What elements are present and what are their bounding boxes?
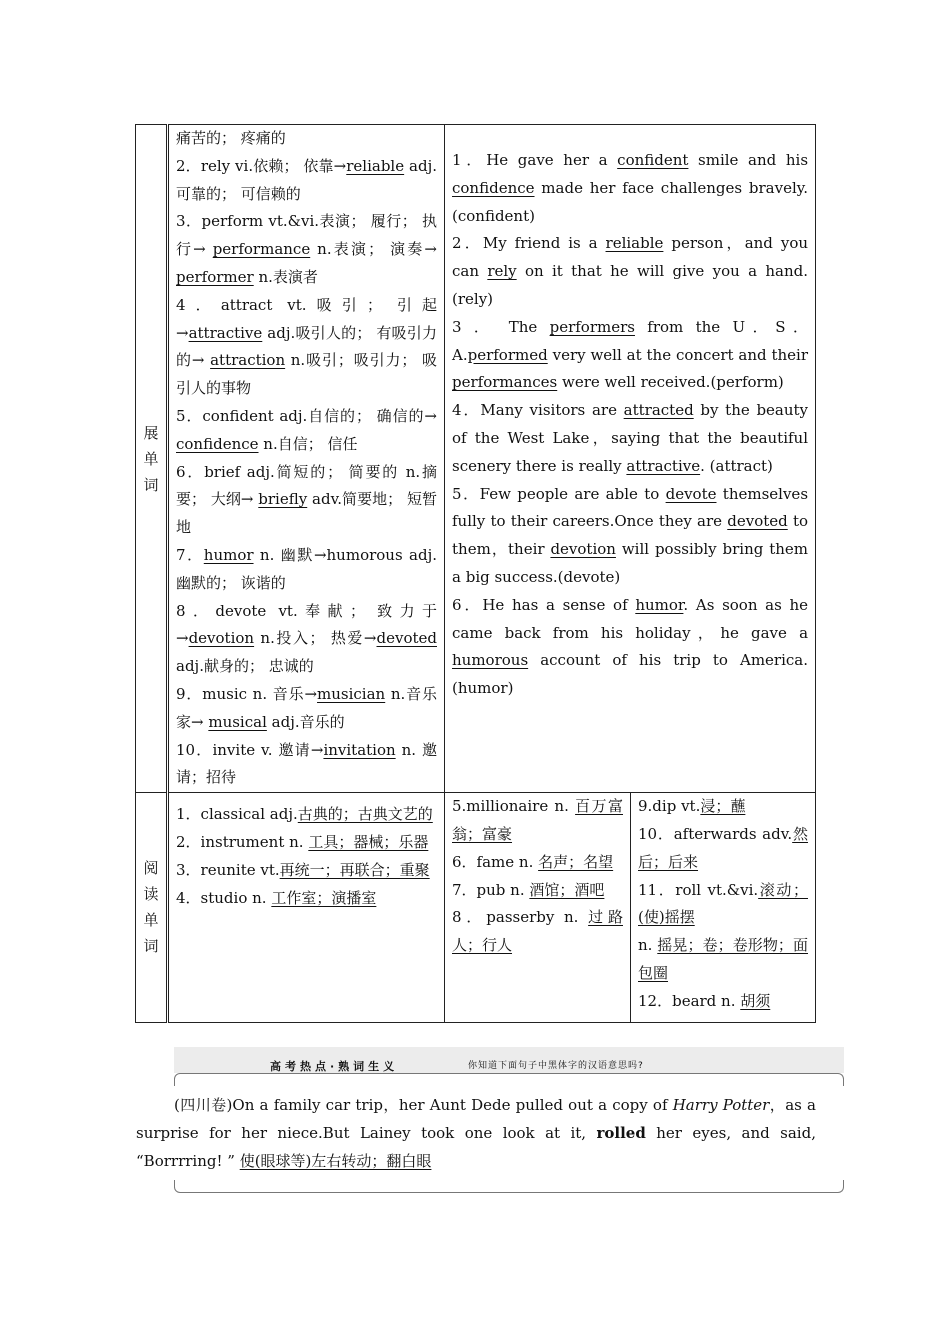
example-book-title: Harry Potter [672, 1096, 770, 1114]
answer-blank: 工作室；演播室 [271, 888, 377, 907]
entry-text: n. [638, 936, 658, 955]
answer-blank: 过路人；行人 [452, 908, 623, 955]
expand-right-cell [445, 125, 816, 793]
reading-word-list-1 [169, 793, 444, 918]
sentence-text: made her face challenges bravely.(confident) [452, 178, 809, 225]
entry-text: 10．invite v. 邀请→ [176, 740, 324, 759]
example-sentence [452, 147, 808, 230]
expand-word-entry [176, 153, 437, 209]
entry-text: 痛苦的； 疼痛的 [176, 129, 286, 147]
reading-word-entry [638, 793, 808, 821]
entry-text: 9．music n. 音乐→ [176, 684, 318, 703]
expand-word-entry [176, 403, 437, 459]
answer-blank: 工具；器械；乐器 [308, 832, 429, 851]
answer-blank: attractive [626, 456, 701, 475]
reading-side-label-cell [136, 793, 168, 1022]
reading-word-entry [176, 857, 437, 885]
entry-text: 5.millionaire n. [452, 797, 576, 816]
entry-text: 10．afterwards adv. [638, 824, 793, 843]
sentence-text: 3 ． The [452, 317, 550, 336]
entry-text: 7．pub n. [452, 880, 530, 899]
answer-blank: 酒馆；酒吧 [529, 880, 605, 899]
answer-blank: confidence [452, 178, 535, 197]
entry-text: n. 幽默→humorous adj.幽默的； 诙谐的 [176, 545, 438, 592]
entry-text: adj.吸引人的； 有吸引力的→ [176, 323, 437, 370]
expand-word-entry [176, 737, 437, 793]
reading-col1-cell [168, 793, 445, 1022]
entry-text: n.音乐家→ [176, 684, 437, 731]
answer-blank: 胡须 [740, 991, 771, 1010]
sentence-text: were well received.(perform) [557, 373, 784, 392]
answer-blank: invitation [323, 740, 396, 759]
answer-blank: devoted [727, 512, 788, 531]
sentence-text: themselves fully to their careers.Once they are [452, 484, 809, 531]
answer-blank: musician [317, 684, 386, 703]
sentence-text: by the beauty of the West Lake，saying that the beautiful scenery there is really [452, 401, 809, 475]
entry-text: n. 邀请；招待 [176, 740, 438, 787]
expand-sentence-list [445, 125, 815, 703]
sentence-text: 6．He has a sense of [452, 595, 636, 614]
reading-word-entry [452, 904, 623, 960]
answer-blank: devoted [376, 629, 437, 648]
answer-blank: devote [665, 484, 717, 503]
example-paragraph [136, 1091, 816, 1175]
reading-word-entry [638, 821, 808, 877]
answer-blank: humorous [452, 651, 529, 670]
reading-word-entry [452, 793, 623, 849]
example-source: (四川卷) [174, 1096, 233, 1114]
section-banner [174, 1047, 844, 1087]
expand-word-entry [176, 542, 437, 598]
answer-blank: 滚动；(使)摇摆 [638, 880, 808, 927]
expand-word-list [169, 125, 444, 792]
entry-text: 8．passerby n. [452, 908, 589, 927]
answer-blank: reliable [346, 156, 405, 175]
reading-row [136, 793, 816, 1022]
answer-blank: 名声；名望 [538, 852, 614, 871]
banner-frame-bottom [174, 1180, 844, 1193]
expand-word-entry [176, 681, 437, 737]
answer-blank: performers [549, 317, 635, 336]
answer-blank: 然后；后来 [638, 824, 809, 871]
entry-text: 11．roll vt.&vi. [638, 880, 759, 899]
answer-blank: briefly [258, 490, 308, 509]
expand-left-cell [168, 125, 445, 793]
answer-blank: devotion [550, 540, 616, 559]
reading-word-entry [638, 988, 808, 1016]
entry-text: 2．instrument n. [176, 832, 309, 851]
reading-word-entry [638, 877, 808, 933]
example-text-1: On a family car trip，her Aunt Dede pulled out a copy of [232, 1096, 673, 1114]
reading-word-entry [452, 849, 623, 877]
sentence-text: . (attract) [700, 456, 773, 475]
example-sentence [452, 314, 808, 397]
entry-text: n.自信； 信任 [258, 434, 358, 453]
entry-text: n.表演者 [253, 267, 318, 286]
sentence-text: very well at the concert and their [547, 345, 809, 364]
expand-row [136, 125, 816, 793]
entry-text: 4．attract vt.吸引； 引起→ [176, 295, 437, 342]
entry-text: 6．fame n. [452, 852, 539, 871]
sentence-text: 4．Many visitors are [452, 401, 624, 420]
answer-blank: reliable [605, 234, 664, 253]
entry-text: adv.简要地； 短暂地 [176, 490, 437, 537]
expand-word-entry [176, 598, 437, 681]
answer-blank: performer [176, 267, 254, 286]
answer-blank: attractive [188, 323, 263, 342]
sentence-text: 1．He gave her a [452, 151, 618, 169]
answer-blank: 古典的；古典文艺的 [297, 805, 433, 824]
answer-blank: attraction [210, 351, 286, 370]
example-sentence [452, 481, 808, 592]
entry-text: n.投入； 热爱→ [254, 629, 377, 648]
reading-side-label: 阅读单词 [143, 859, 159, 956]
expand-word-entry [176, 208, 437, 291]
expand-side-label: 展单词 [143, 423, 159, 494]
answer-blank: 摇晃；卷；卷形物；面包圈 [638, 936, 808, 982]
entry-text: 12．beard n. [638, 991, 741, 1010]
example-sentence [452, 397, 808, 480]
sentence-text: on it that he will give you a hand.(rely) [452, 262, 808, 308]
expand-word-entry [176, 292, 437, 403]
answer-blank: rely [487, 262, 517, 281]
example-text-2: ，as a surprise for her niece.But Lainey took one look at it, [136, 1096, 816, 1142]
sentence-text: account of his trip to America.(humor) [452, 651, 809, 698]
banner-frame-top [174, 1073, 844, 1086]
banner-title: 高考热点·熟词生义 [270, 1060, 399, 1073]
answer-blank: confidence [176, 434, 259, 453]
entry-text: 2．rely vi.依赖； 依靠→ [176, 156, 347, 175]
answer-blank: devotion [188, 629, 255, 648]
example-sentence [452, 592, 808, 703]
expand-word-entry [176, 125, 437, 153]
answer-blank: performances [452, 373, 558, 392]
answer-blank: attracted [623, 401, 694, 420]
entry-text: 9.dip vt. [638, 797, 701, 816]
answer-blank: musical [208, 712, 267, 731]
entry-text: adj.可靠的； 可信赖的 [176, 156, 437, 203]
entry-text: adj.献身的； 忠诚的 [176, 657, 314, 676]
reading-col2-cell [445, 793, 631, 1022]
entry-text: n.表演； 演奏→ [310, 240, 437, 259]
expand-word-entry [176, 459, 437, 542]
vocab-table [135, 124, 816, 1023]
example-text-3: her eyes, and said, “Borrrring! ” [136, 1124, 816, 1170]
reading-word-entry [176, 885, 437, 913]
sentence-text: . As soon as he came back from his holiday，he gave a [452, 595, 809, 642]
expand-side-label-cell [136, 125, 168, 793]
entry-text: 4．studio n. [176, 888, 272, 907]
entry-text: 3．reunite vt. [176, 860, 280, 879]
reading-word-list-3 [631, 793, 815, 1021]
entry-text: 7． [176, 545, 204, 564]
example-answer: 使(眼球等)左右转动；翻白眼 [239, 1152, 432, 1170]
entry-text: 6．brief adj.简短的； 简要的 n.摘要； 大纲→ [176, 462, 437, 509]
reading-word-entry [176, 829, 437, 857]
reading-word-entry [638, 932, 808, 988]
sentence-text: 2．My friend is a [452, 234, 606, 253]
sentence-text: person，and you can [452, 234, 809, 281]
reading-word-entry [176, 801, 437, 829]
sentence-text: will possibly bring them a big success.(devote) [452, 540, 809, 586]
answer-blank: confident [617, 151, 689, 169]
entry-text: 8．devote vt.奉献； 致力于→ [176, 601, 437, 648]
entry-text: 1．classical adj. [176, 805, 298, 824]
reading-col3-cell [631, 793, 816, 1022]
sentence-text: 5．Few people are able to [452, 484, 666, 503]
answer-blank: humor [635, 595, 684, 614]
entry-text: adj.音乐的 [266, 712, 345, 731]
answer-blank: 浸；蘸 [700, 797, 746, 816]
example-bold-word: rolled [596, 1124, 646, 1142]
answer-blank: 百万富翁；富豪 [452, 797, 623, 843]
answer-blank: performance [212, 240, 311, 259]
sentence-text: smile and his [688, 151, 809, 169]
entry-text: n.吸引；吸引力； 吸引人的事物 [176, 351, 437, 398]
sentence-text: from the U．S．A. [452, 317, 809, 364]
answer-blank: 再统一；再联合；重聚 [279, 860, 430, 879]
entry-text: 5．confident adj.自信的； 确信的→ [176, 406, 437, 425]
banner-subtitle: 你知道下面句子中黑体字的汉语意思吗? [468, 1061, 644, 1071]
answer-blank: performed [467, 345, 548, 364]
example-sentence [452, 230, 808, 313]
answer-blank: humor [203, 545, 254, 564]
sentence-text: to them，their [452, 512, 809, 559]
reading-word-list-2 [445, 793, 630, 966]
reading-word-entry [452, 877, 623, 905]
entry-text: 3．perform vt.&vi.表演； 履行； 执行→ [176, 212, 437, 259]
